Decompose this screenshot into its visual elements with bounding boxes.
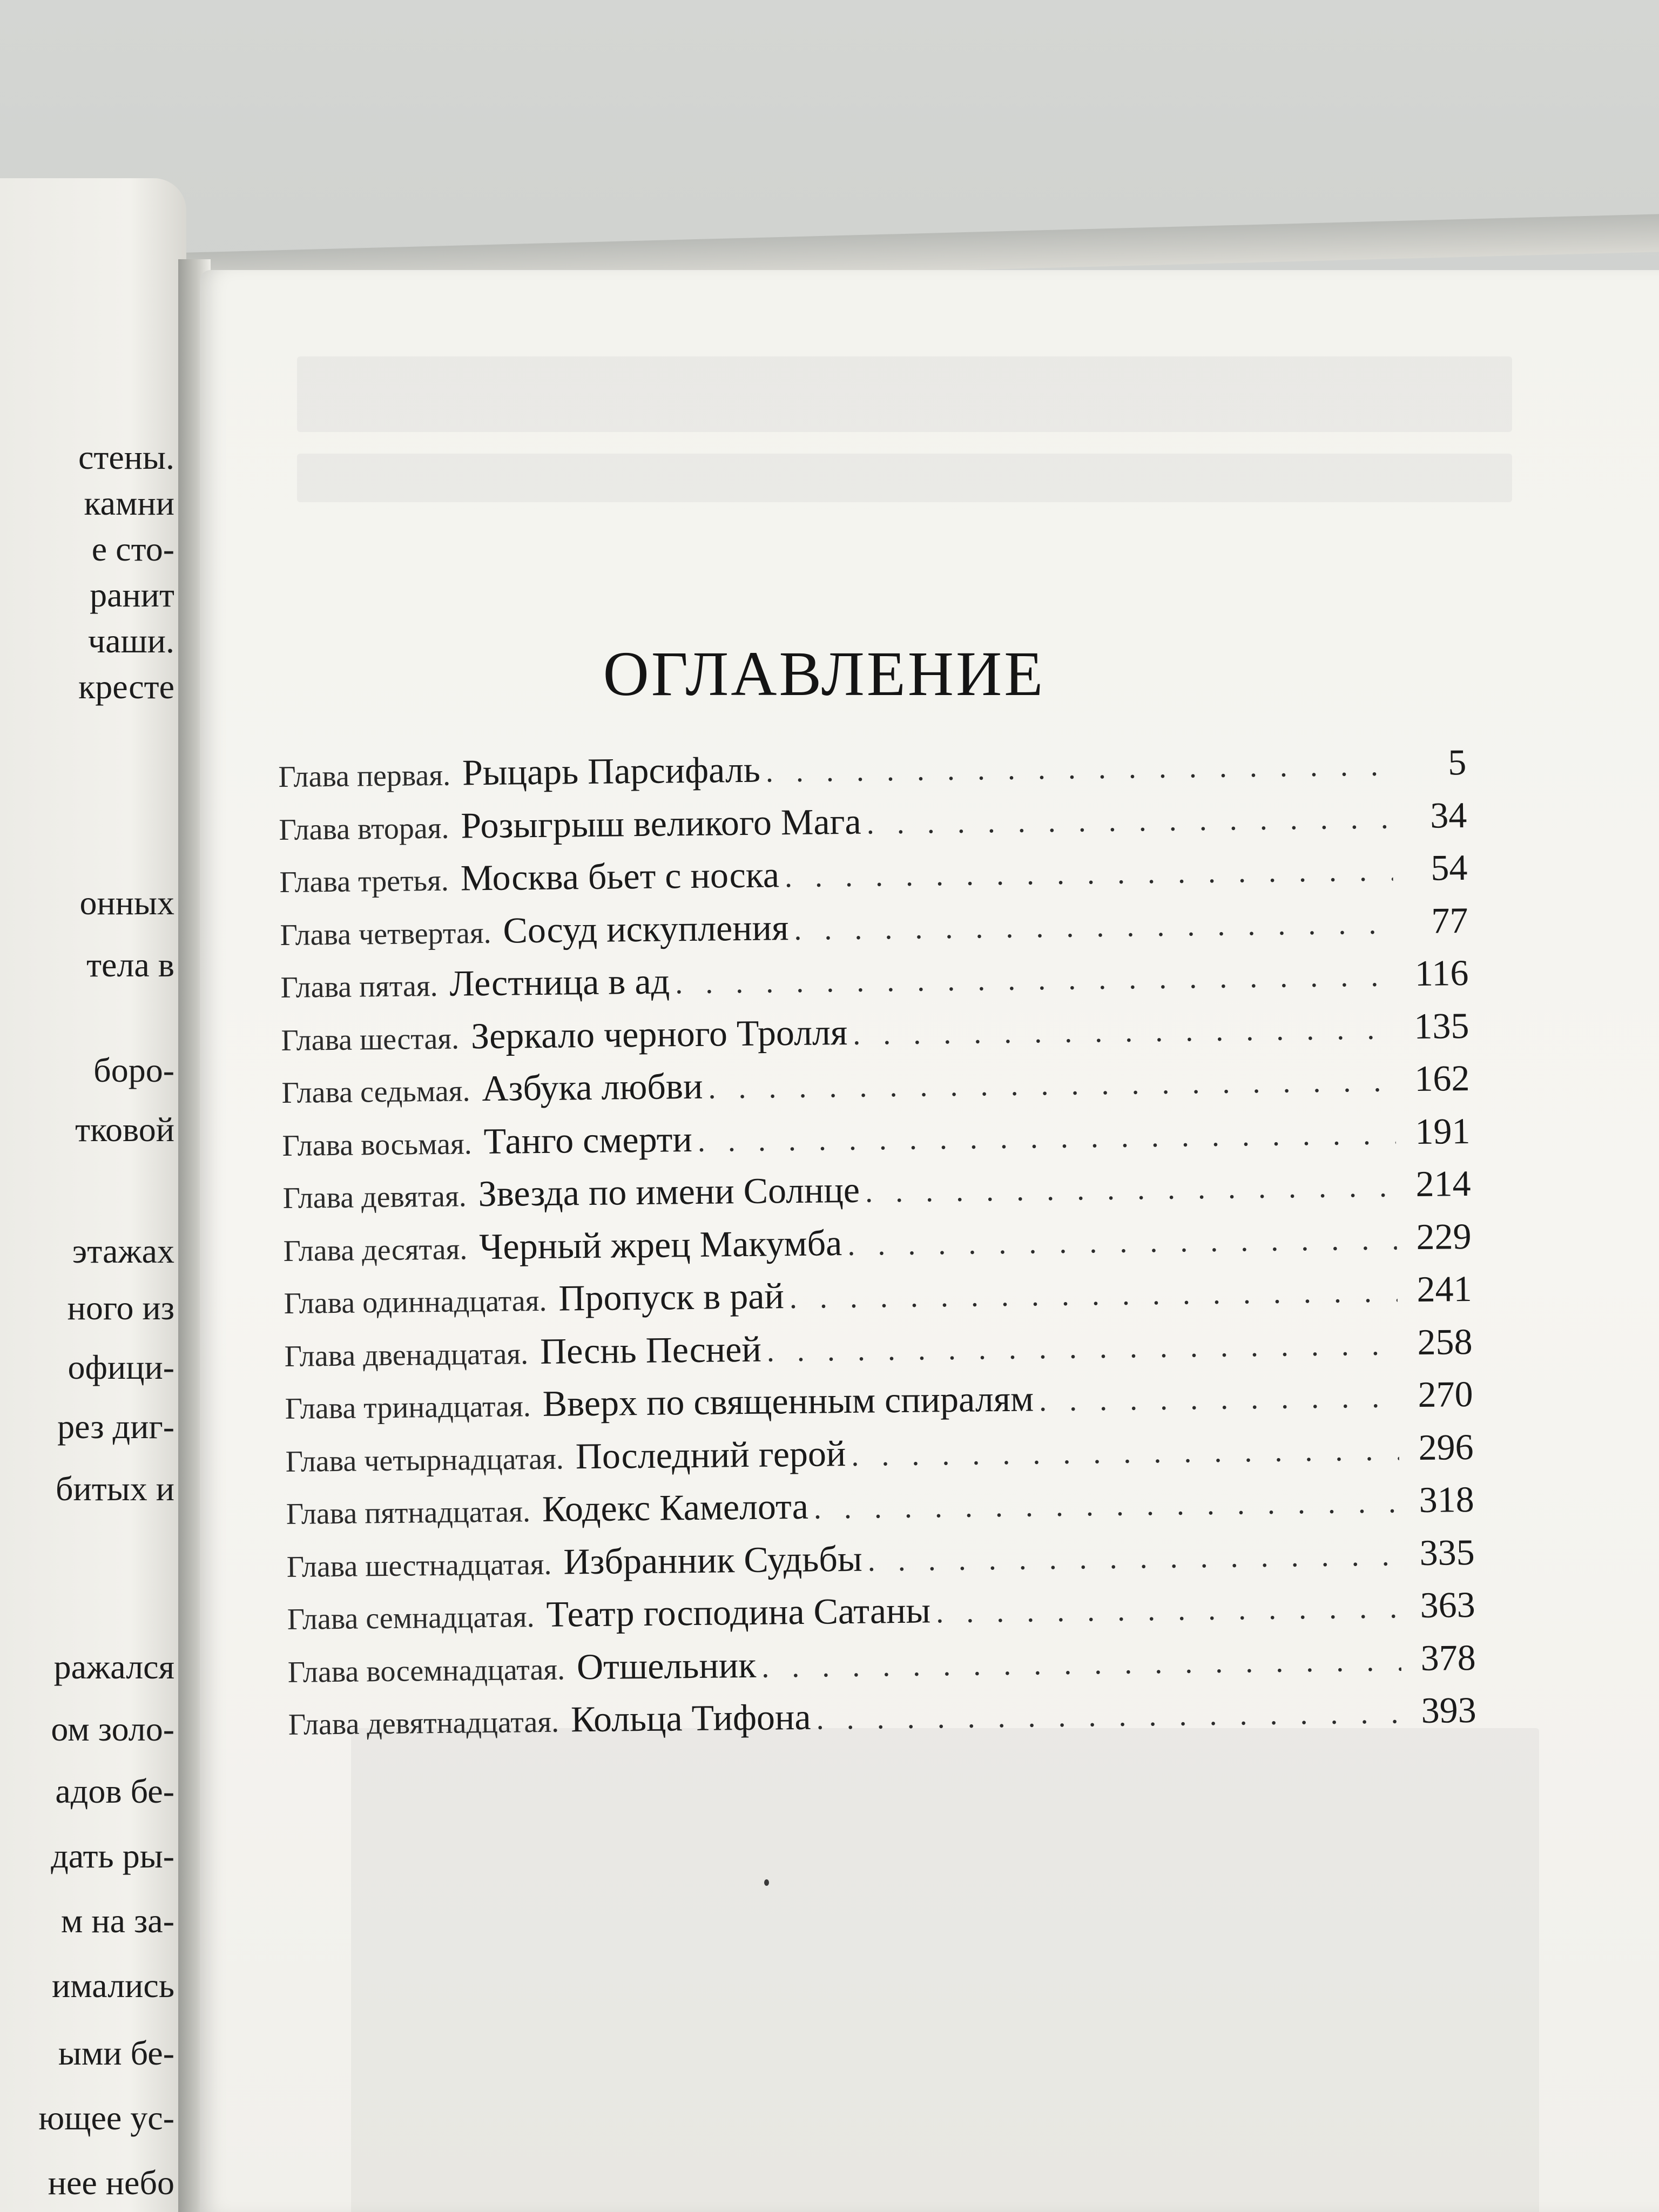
- toc-chapter-number: Глава двенадцатая.: [284, 1337, 529, 1373]
- toc-chapter-title: Черный жрец Макумба: [478, 1222, 842, 1267]
- toc-chapter-number: Глава первая.: [278, 758, 451, 794]
- bleed-through-texture: [297, 454, 1512, 502]
- toc-page-number: 270: [1418, 1373, 1473, 1415]
- toc-page-number: 162: [1414, 1057, 1470, 1099]
- left-page-text: тковой: [75, 1110, 174, 1149]
- left-page-text: е сто-: [91, 530, 174, 568]
- toc-leader-dots: [936, 1590, 1401, 1628]
- toc-page-number: 135: [1414, 1004, 1469, 1047]
- toc-chapter-title: Отшельник: [576, 1644, 757, 1687]
- toc-leader-dots: [851, 1433, 1399, 1471]
- toc-chapter-title: Песнь Песней: [539, 1328, 762, 1372]
- toc-page-number: 229: [1416, 1215, 1472, 1257]
- toc-leader-dots: [765, 748, 1392, 787]
- toc-chapter-number: Глава пятнадцатая.: [286, 1495, 531, 1531]
- toc-chapter-title: Последний герой: [575, 1432, 846, 1476]
- toc-page-number: 191: [1415, 1110, 1471, 1152]
- left-page-text: стены.: [78, 438, 174, 476]
- toc-chapter-number: Глава третья.: [279, 864, 449, 899]
- toc-chapter-title: Москва бьет с носка: [460, 854, 780, 899]
- left-page-text: офици-: [68, 1348, 174, 1386]
- toc-leader-dots: [853, 1011, 1395, 1050]
- left-page-text: имались: [51, 1966, 174, 2005]
- toc-leader-dots: [813, 1485, 1399, 1523]
- toc-chapter-number: Глава четвертая.: [280, 916, 491, 952]
- toc-chapter-number: Глава десятая.: [283, 1232, 468, 1268]
- left-page-text: ного из: [67, 1289, 174, 1327]
- toc-page-number: 296: [1418, 1426, 1474, 1468]
- toc-chapter-number: Глава семнадцатая.: [287, 1600, 535, 1636]
- toc-leader-dots: [766, 1327, 1398, 1366]
- toc-leader-dots: [708, 1064, 1395, 1103]
- toc-page-number: 116: [1414, 952, 1469, 994]
- toc-leader-dots: [816, 1696, 1402, 1734]
- toc-chapter-title: Пропуск в рай: [558, 1275, 785, 1319]
- toc-chapter-number: Глава вторая.: [279, 811, 449, 847]
- left-page-text: рез диг-: [57, 1407, 174, 1446]
- toc-chapter-title: Розыгрыш великого Мага: [460, 800, 862, 846]
- left-page-text: битых и: [55, 1469, 174, 1508]
- toc-chapter-number: Глава пятая.: [280, 969, 438, 1004]
- toc-page-number: 363: [1420, 1583, 1476, 1626]
- left-page-text: кресте: [78, 667, 174, 706]
- left-page-text: ражался: [53, 1648, 174, 1686]
- toc-chapter-number: Глава восьмая.: [282, 1127, 472, 1163]
- toc-page-number: 318: [1419, 1478, 1474, 1520]
- toc-chapter-number: Глава седьмая.: [281, 1074, 470, 1110]
- toc-page-number: 241: [1417, 1267, 1472, 1310]
- toc-leader-dots: [866, 801, 1392, 839]
- toc-chapter-title: Азбука любви: [482, 1065, 703, 1109]
- left-page-text: дать ры-: [51, 1837, 174, 1875]
- toc-chapter-number: Глава шестая.: [281, 1022, 460, 1057]
- toc-chapter-number: Глава тринадцатая.: [285, 1390, 531, 1426]
- toc-leader-dots: [847, 1222, 1397, 1260]
- left-page-text: чаши.: [87, 622, 174, 660]
- toc-leader-dots: [794, 906, 1394, 945]
- toc-chapter-number: Глава восемнадцатая.: [287, 1653, 565, 1689]
- toc-leader-dots: [790, 1274, 1398, 1313]
- left-page-text: тела в: [86, 946, 174, 984]
- toc-chapter-number: Глава одиннадцатая.: [284, 1284, 547, 1320]
- toc-leader-dots: [865, 1169, 1397, 1207]
- left-page-text: ом золо-: [51, 1710, 174, 1748]
- bleed-through-texture: [297, 356, 1512, 432]
- left-page-text: камни: [84, 484, 174, 522]
- toc-chapter-title: Звезда по имени Солнце: [478, 1169, 860, 1215]
- toc-leader-dots: [675, 959, 1394, 999]
- toc-chapter-title: Танго смерти: [483, 1118, 693, 1162]
- toc-chapter-number: Глава девятая.: [282, 1179, 467, 1215]
- left-page-text: нее небо: [48, 2163, 174, 2202]
- paper-speck: [764, 1879, 769, 1886]
- bleed-through-texture: [351, 1728, 1539, 2212]
- toc-page-number: 258: [1417, 1320, 1473, 1363]
- toc-leader-dots: [867, 1538, 1400, 1576]
- toc-page-number: 77: [1431, 899, 1468, 941]
- left-page-text: адов бе-: [55, 1772, 174, 1810]
- toc-page-number: 393: [1421, 1689, 1477, 1731]
- toc-chapter-title: Зеркало черного Тролля: [470, 1011, 848, 1056]
- left-page: [0, 178, 186, 2212]
- toc-page-number: 378: [1420, 1636, 1476, 1678]
- toc-chapter-title: Театр господина Сатаны: [546, 1589, 931, 1635]
- left-page-text: этажах: [72, 1232, 174, 1270]
- toc-chapter-number: Глава девятнадцатая.: [288, 1705, 559, 1742]
- toc-chapter-title: Вверх по священным спиралям: [542, 1378, 1034, 1424]
- toc-chapter-title: Избранник Судьбы: [563, 1537, 862, 1582]
- toc-page-number: 34: [1429, 794, 1467, 836]
- left-page-text: м на за-: [60, 1901, 174, 1940]
- toc-chapter-title: Кольца Тифона: [570, 1696, 811, 1740]
- left-page-text: ыми бе-: [58, 2034, 174, 2072]
- left-page-text: боро-: [93, 1051, 174, 1089]
- left-page-text: ранит: [90, 576, 174, 614]
- toc-leader-dots: [1039, 1380, 1399, 1416]
- toc-leader-dots: [785, 853, 1393, 892]
- toc-chapter-title: Лестница в ад: [449, 960, 670, 1004]
- left-page-text: онных: [79, 884, 174, 922]
- left-page-text: ющее ус-: [38, 2099, 174, 2137]
- toc-leader-dots: [761, 1643, 1401, 1682]
- toc-chapter-title: Кодекс Камелота: [542, 1485, 809, 1529]
- toc-heading: ОГЛАВЛЕНИЕ: [603, 638, 1046, 709]
- toc-chapter-number: Глава шестнадцатая.: [286, 1547, 552, 1584]
- toc-page-number: 214: [1415, 1162, 1471, 1204]
- toc-page-number: 335: [1419, 1531, 1475, 1573]
- table-of-contents: [278, 741, 1476, 1754]
- toc-chapter-number: Глава четырнадцатая.: [285, 1442, 564, 1479]
- toc-chapter-title: Сосуд искупления: [503, 906, 789, 951]
- toc-chapter-title: Рыцарь Парсифаль: [462, 748, 761, 793]
- toc-page-number: 5: [1447, 741, 1467, 783]
- toc-page-number: 54: [1430, 846, 1468, 888]
- toc-leader-dots: [697, 1117, 1395, 1157]
